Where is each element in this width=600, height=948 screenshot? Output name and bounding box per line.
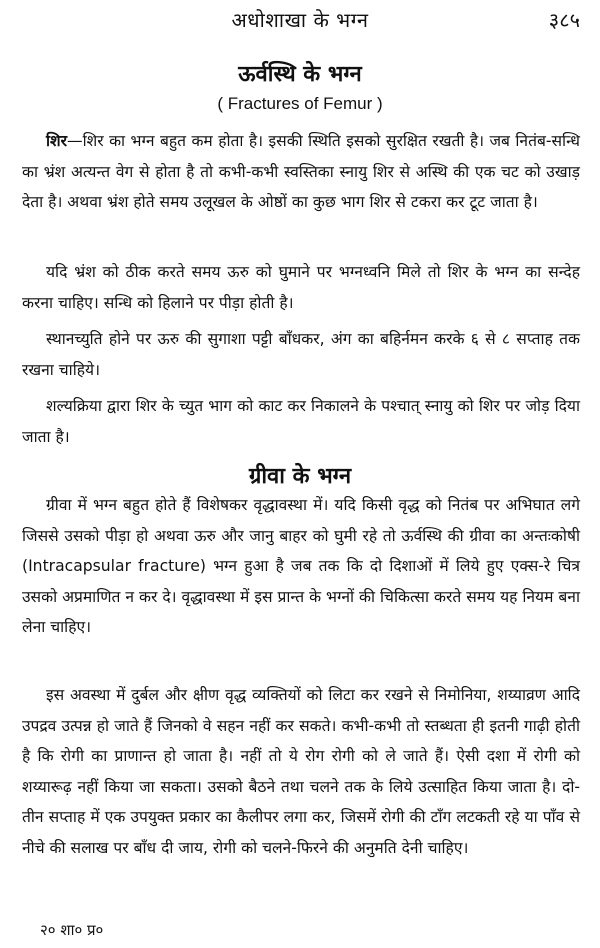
paragraph-text: —शिर का भग्न बहुत कम होता है। इसकी स्थिति इसको सुरक्षित रखती है। जब नितंब-सन्धि का भ्रंश अत्यन्त वेग से होता है तो कभी-कभी स्वस्तिका स्नायु शिर से अस्थि की एक चट को उखाड़ देता है। अथवा भ्रंश होते समय उलूखल के ओष्ठों का कुछ भाग शिर से टकरा कर टूट जाता है। bbox=[22, 132, 580, 211]
paragraph-femur-head bbox=[22, 126, 580, 218]
section-subtitle-femur: ( Fractures of Femur ) bbox=[217, 94, 383, 113]
paragraph-femur-treatment: स्थानच्युति होने पर ऊरु की सुगाशा पट्टी बाँधकर, अंग का बहिर्नमन करके ६ से ८ सप्ताह तक रखना चाहिये। bbox=[22, 330, 580, 379]
page-number: ३८५ bbox=[548, 8, 580, 32]
footer-signature: २० शा० प्र० bbox=[40, 921, 104, 939]
paragraph-neck-intro: ग्रीवा में भग्न बहुत होते हैं विशेषकर वृद्धावस्था में। यदि किसी वृद्ध को नितंब पर अभिघात लगे जिससे उसको पीड़ा हो अथवा ऊरु और जानु बाहर को घुमी रहे तो ऊर्वस्थि की ग्रीवा का अन्तःकोषी (Intracapsular fracture) भग्न हुआ है जब तक कि दो दिशाओं में लिये हुए एक्स-रे चित्र उसको अप्रमाणित न कर दे। वृद्धावस्था में इस प्रान्त के भग्नों की चिकित्सा करते समय यह नियम बना लेना चाहिए। bbox=[22, 496, 580, 636]
running-header bbox=[0, 4, 600, 34]
running-title: अधोशाखा के भग्न bbox=[231, 8, 369, 32]
paragraph-femur-surgery: शल्यक्रिया द्वारा शिर के च्युत भाग को काट कर निकालने के पश्चात् स्नायु को शिर पर जोड़ दिया जाता है। bbox=[22, 397, 580, 446]
paragraph-femur-diagnosis: यदि भ्रंश को ठीक करते समय ऊरु को घुमाने पर भग्नध्वनि मिले तो शिर के भग्न का सन्देह करना चाहिए। सन्धि को हिलाने पर पीड़ा होती है। bbox=[22, 263, 580, 312]
paragraph-lead-term: शिर bbox=[46, 132, 68, 150]
paragraph-neck-elderly: इस अवस्था में दुर्बल और क्षीण वृद्ध व्यक्तियों को लिटा कर रखने से निमोनिया, शय्याव्रण आदि उपद्रव उत्पन्न हो जाते हैं जिनको वे सहन नहीं कर सकते। कभी-कभी तो स्तब्धता ही इतनी गाढ़ी होती है कि रोगी का प्राणान्त हो जाता है। नहीं तो ये रोग रोगी को ले जाते हैं। ऐसी दशा में रोगी को शय्यारूढ़ नहीं किया जा सकता। उसको बैठने तथा चलने तक के लिये उत्साहित किया जाता है। दो-तीन सप्ताह में एक उपयुक्त प्रकार का कैलीपर लगा कर, जिसमें रोगी की टाँग लटकती रहे या पाँव से नीचे की सलाख पर बाँध दी जाय, रोगी को चलने-फिरने की अनुमति देनी चाहिए। bbox=[22, 686, 580, 857]
section-title-femur: ऊर्वस्थि के भग्न bbox=[238, 62, 362, 87]
section-title-neck: ग्रीवा के भग्न bbox=[248, 464, 352, 489]
